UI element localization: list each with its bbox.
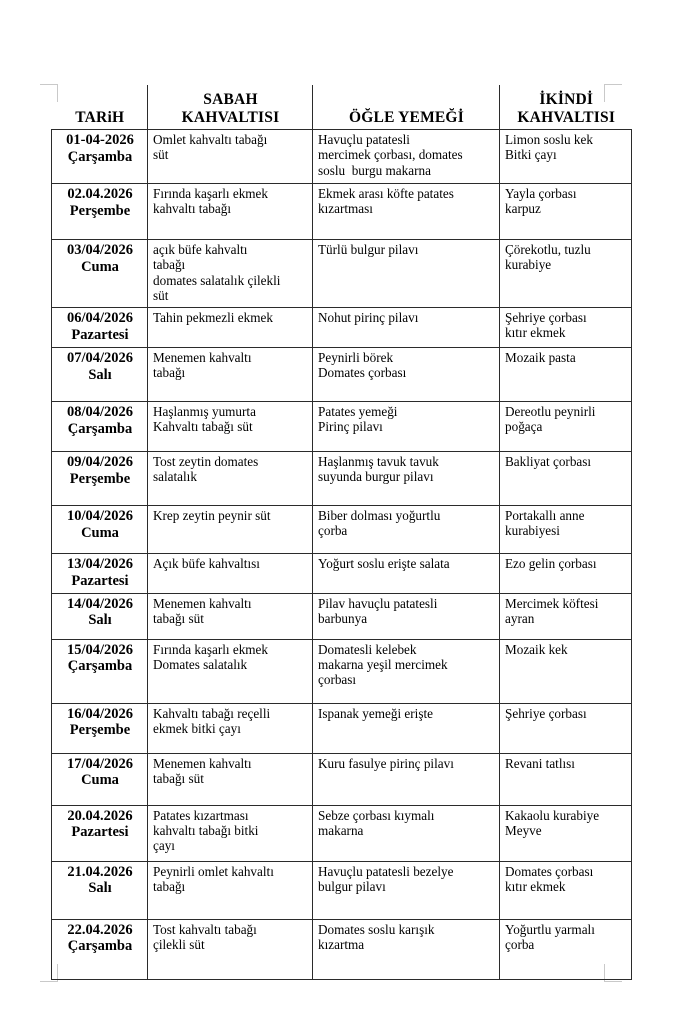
- table-row: [52, 308, 632, 348]
- table-row: [52, 348, 632, 402]
- cell-breakfast: [148, 703, 313, 753]
- cell-snack-line: Mozaik pasta: [505, 350, 576, 365]
- column-header-ogle-yemegi: [313, 85, 500, 130]
- cell-breakfast-line: Peynirli omlet kahvaltı: [153, 863, 274, 879]
- table-row: [52, 452, 632, 506]
- cell-date: [52, 506, 148, 554]
- weekday-value: Perşembe: [69, 470, 131, 487]
- date-value: 02.04.2026: [67, 186, 133, 202]
- column-header-tarih: [52, 85, 148, 130]
- cell-date: [52, 861, 148, 919]
- table-row: [52, 593, 632, 639]
- cell-breakfast: [148, 805, 313, 861]
- cell-snack-line: Çörekotlu, tuzlu: [505, 242, 591, 257]
- cell-date: [52, 753, 148, 805]
- table-row: [52, 240, 632, 308]
- cell-lunch-line: Havuçlu patatesli: [318, 132, 410, 147]
- column-header-sabah-line2: KAHVALTISI: [181, 109, 280, 127]
- date-value: 22.04.2026: [67, 921, 133, 938]
- cell-lunch-line: suyunda burgur pilavı: [318, 469, 434, 485]
- cell-lunch-line: çorba: [318, 523, 348, 539]
- cell-date: [52, 919, 148, 979]
- table-row: [52, 506, 632, 554]
- cell-breakfast: [148, 554, 313, 594]
- cell-snack-line: Bakliyat çorbası: [505, 454, 592, 469]
- weekday-value: Perşembe: [69, 202, 131, 219]
- cell-snack: [500, 593, 632, 639]
- cell-snack: [500, 308, 632, 348]
- cell-lunch-line: Havuçlu patatesli bezelye: [318, 863, 454, 879]
- cell-snack-line: Limon soslu kek: [505, 132, 593, 147]
- weekday-value: Cuma: [81, 524, 119, 541]
- cell-lunch-line: barbunya: [318, 610, 368, 626]
- cell-snack-line: Yoğurtlu yarmalı: [505, 921, 595, 937]
- cell-date: [52, 402, 148, 452]
- weekday-value: Salı: [88, 612, 112, 629]
- cell-snack-line: kıtır ekmek: [505, 325, 566, 341]
- cell-breakfast-line: tabağı: [153, 878, 186, 894]
- date-value: 17/04/2026: [66, 755, 134, 772]
- cell-breakfast-line: Domates salatalık: [153, 656, 248, 672]
- cell-breakfast-line: Kahvaltı tabağı reçelli: [153, 705, 271, 721]
- date-value: 10/04/2026: [66, 508, 134, 524]
- weekday-value: Çarşamba: [67, 420, 133, 437]
- cell-date: [52, 593, 148, 639]
- cell-breakfast: [148, 919, 313, 979]
- table-row: [52, 703, 632, 753]
- cell-lunch-line: Türlü bulgur pilavı: [318, 242, 419, 257]
- cell-breakfast: [148, 753, 313, 805]
- weekday-value: Çarşamba: [67, 658, 133, 675]
- cell-lunch-line: soslu burgu makarna: [318, 162, 431, 178]
- cell-date: [52, 805, 148, 861]
- cell-snack-line: çorba: [505, 936, 535, 952]
- date-value: 03/04/2026: [66, 242, 134, 258]
- cell-breakfast: [148, 240, 313, 308]
- cell-date: [52, 184, 148, 240]
- cell-lunch: [313, 402, 500, 452]
- cell-breakfast-line: açık büfe kahvaltı: [153, 242, 248, 257]
- date-value: 21.04.2026: [67, 863, 133, 880]
- cell-lunch-line: çorbası: [318, 672, 357, 688]
- cell-date: [52, 348, 148, 402]
- table-row: [52, 805, 632, 861]
- cell-breakfast: [148, 348, 313, 402]
- cell-breakfast-line: Menemen kahvaltı: [153, 755, 252, 771]
- cell-lunch: [313, 184, 500, 240]
- cell-snack: [500, 753, 632, 805]
- cell-breakfast-line: ekmek bitki çayı: [153, 720, 241, 736]
- cell-snack: [500, 348, 632, 402]
- table-header: [52, 85, 632, 130]
- header-row: [52, 85, 632, 130]
- cell-breakfast-line: süt: [153, 287, 169, 303]
- cell-breakfast: [148, 861, 313, 919]
- cell-breakfast-line: tabağı süt: [153, 770, 204, 786]
- date-value: 07/04/2026: [66, 350, 134, 366]
- weekday-value: Cuma: [81, 772, 119, 789]
- cell-breakfast-line: Menemen kahvaltı: [153, 350, 252, 365]
- cell-snack: [500, 805, 632, 861]
- cell-snack-line: Bitki çayı: [505, 147, 557, 163]
- cell-snack: [500, 703, 632, 753]
- cell-snack-line: Şehriye çorbası: [505, 310, 587, 325]
- cell-snack-line: Kakaolu kurabiye: [505, 807, 600, 823]
- column-header-sabah-line1: SABAH: [203, 91, 258, 109]
- cell-lunch-line: Pilav havuçlu patatesli: [318, 595, 438, 611]
- table-row: [52, 861, 632, 919]
- meal-schedule-table: [51, 85, 632, 980]
- menu-sheet: [51, 85, 631, 980]
- column-header-ogle-line2: ÖĞLE YEMEĞİ: [349, 109, 464, 127]
- cell-lunch-line: Domates çorbası: [318, 365, 407, 381]
- column-header-ikindi-kahvaltisi: [500, 85, 632, 130]
- weekday-value: Pazartesi: [71, 572, 129, 589]
- column-header-tarih-line2: TARiH: [75, 109, 125, 127]
- cell-breakfast-line: tabağı: [153, 365, 186, 381]
- cell-breakfast-line: Tost kahvaltı tabağı: [153, 921, 257, 937]
- cell-breakfast-line: çilekli süt: [153, 936, 205, 952]
- cell-date: [52, 452, 148, 506]
- table-row: [52, 130, 632, 184]
- weekday-value: Pazartesi: [71, 326, 129, 343]
- cell-breakfast-line: Omlet kahvaltı tabağı: [153, 132, 268, 147]
- cell-breakfast-line: Patates kızartması: [153, 807, 249, 823]
- table-row: [52, 919, 632, 979]
- cell-snack-line: karpuz: [505, 201, 541, 217]
- cell-snack: [500, 506, 632, 554]
- cell-snack: [500, 240, 632, 308]
- cell-breakfast-line: çayı: [153, 838, 175, 854]
- cell-snack-line: poğaça: [505, 419, 543, 435]
- cell-breakfast-line: Krep zeytin peynir süt: [153, 508, 271, 523]
- cell-snack: [500, 452, 632, 506]
- cell-lunch-line: Haşlanmış tavuk tavuk: [318, 454, 439, 469]
- cell-date: [52, 639, 148, 703]
- cell-lunch-line: Domatesli kelebek: [318, 641, 417, 657]
- cell-date: [52, 130, 148, 184]
- cell-breakfast-line: Tost zeytin domates: [153, 454, 259, 469]
- weekday-value: Salı: [88, 880, 112, 897]
- date-value: 01-04-2026: [66, 132, 134, 148]
- date-value: 14/04/2026: [66, 595, 134, 612]
- date-value: 13/04/2026: [66, 556, 134, 572]
- cell-breakfast-line: Fırında kaşarlı ekmek: [153, 186, 268, 201]
- cell-lunch: [313, 593, 500, 639]
- cell-snack: [500, 554, 632, 594]
- cell-snack: [500, 919, 632, 979]
- weekday-value: Cuma: [81, 258, 119, 275]
- cell-snack-line: Ezo gelin çorbası: [505, 556, 597, 571]
- cell-breakfast-line: salatalık: [153, 469, 197, 485]
- cell-lunch: [313, 130, 500, 184]
- cell-breakfast: [148, 506, 313, 554]
- cell-breakfast-line: kahvaltı tabağı bitki: [153, 822, 259, 838]
- cell-breakfast-line: tabağı: [153, 257, 186, 273]
- cell-lunch-line: Domates soslu karışık: [318, 921, 435, 937]
- table-row: [52, 753, 632, 805]
- column-header-ikindi-line2: KAHVALTISI: [517, 109, 616, 127]
- cell-date: [52, 703, 148, 753]
- cell-date: [52, 308, 148, 348]
- cell-lunch: [313, 348, 500, 402]
- cell-breakfast-line: Menemen kahvaltı: [153, 595, 252, 611]
- cell-lunch-line: Nohut pirinç pilavı: [318, 310, 419, 325]
- cell-lunch-line: makarna: [318, 822, 364, 838]
- cell-lunch-line: kızartması: [318, 201, 373, 217]
- column-header-sabah-kahvaltisi: [148, 85, 313, 130]
- cell-lunch: [313, 554, 500, 594]
- cell-snack-line: Mozaik kek: [505, 641, 568, 657]
- cell-snack: [500, 402, 632, 452]
- column-header-ikindi-line1: İKİNDİ: [539, 91, 594, 109]
- cell-lunch-line: kızartma: [318, 936, 365, 952]
- cell-snack-line: Mercimek köftesi: [505, 595, 599, 611]
- date-value: 08/04/2026: [66, 404, 134, 420]
- cell-lunch-line: makarna yeşil mercimek: [318, 656, 448, 672]
- cell-lunch: [313, 703, 500, 753]
- cell-snack-line: Meyve: [505, 822, 542, 838]
- weekday-value: Perşembe: [69, 722, 131, 739]
- date-value: 16/04/2026: [66, 705, 134, 722]
- cell-lunch: [313, 308, 500, 348]
- cell-lunch: [313, 240, 500, 308]
- cell-lunch: [313, 506, 500, 554]
- cell-breakfast: [148, 402, 313, 452]
- table-body: [52, 130, 632, 980]
- cell-lunch-line: Ispanak yemeği erişte: [318, 705, 433, 721]
- cell-lunch-line: Sebze çorbası kıymalı: [318, 807, 435, 823]
- cell-snack: [500, 130, 632, 184]
- cell-breakfast: [148, 130, 313, 184]
- cell-snack-line: Dereotlu peynirli: [505, 404, 596, 419]
- cell-snack-line: kurabiye: [505, 257, 552, 273]
- cell-snack: [500, 184, 632, 240]
- cell-breakfast-line: kahvaltı tabağı: [153, 201, 231, 217]
- cell-lunch: [313, 639, 500, 703]
- cell-lunch-line: Patates yemeği: [318, 404, 398, 419]
- date-value: 15/04/2026: [66, 641, 134, 658]
- cell-breakfast: [148, 452, 313, 506]
- cell-lunch-line: mercimek çorbası, domates: [318, 147, 463, 163]
- weekday-value: Çarşamba: [67, 938, 133, 955]
- cell-breakfast: [148, 308, 313, 348]
- cell-lunch-line: Peynirli börek: [318, 350, 394, 365]
- cell-breakfast-line: domates salatalık çilekli: [153, 272, 281, 288]
- cell-snack-line: kurabiyesi: [505, 523, 560, 539]
- cell-breakfast: [148, 184, 313, 240]
- cell-breakfast-line: Kahvaltı tabağı süt: [153, 419, 253, 435]
- weekday-value: Çarşamba: [67, 148, 133, 165]
- cell-lunch-line: Ekmek arası köfte patates: [318, 186, 454, 201]
- cell-date: [52, 240, 148, 308]
- cell-breakfast-line: Açık büfe kahvaltısı: [153, 556, 260, 571]
- cell-snack-line: Domates çorbası: [505, 863, 594, 879]
- cell-lunch: [313, 861, 500, 919]
- cell-lunch-line: Pirinç pilavı: [318, 419, 383, 435]
- cell-date: [52, 554, 148, 594]
- date-value: 06/04/2026: [66, 310, 134, 326]
- cell-lunch-line: Kuru fasulye pirinç pilavı: [318, 755, 454, 771]
- cell-snack: [500, 861, 632, 919]
- cell-lunch: [313, 753, 500, 805]
- cell-snack-line: ayran: [505, 610, 535, 626]
- cell-snack-line: Yayla çorbası: [505, 186, 577, 201]
- cell-breakfast-line: Haşlanmış yumurta: [153, 404, 256, 419]
- weekday-value: Salı: [88, 366, 112, 383]
- cell-breakfast: [148, 593, 313, 639]
- cell-snack: [500, 639, 632, 703]
- table-row: [52, 554, 632, 594]
- cell-snack-line: Revani tatlısı: [505, 755, 575, 771]
- cell-lunch: [313, 452, 500, 506]
- cell-lunch-line: Yoğurt soslu erişte salata: [318, 556, 450, 571]
- cell-breakfast-line: tabağı süt: [153, 610, 204, 626]
- cell-breakfast-line: Fırında kaşarlı ekmek: [153, 641, 268, 657]
- cell-lunch-line: bulgur pilavı: [318, 878, 386, 894]
- weekday-value: Pazartesi: [71, 824, 129, 841]
- cell-snack-line: Portakallı anne: [505, 508, 585, 523]
- table-row: [52, 639, 632, 703]
- cell-snack-line: kıtır ekmek: [505, 878, 566, 894]
- cell-breakfast-line: süt: [153, 147, 169, 163]
- date-value: 20.04.2026: [67, 807, 133, 824]
- cell-breakfast-line: Tahin pekmezli ekmek: [153, 310, 273, 325]
- cell-lunch: [313, 919, 500, 979]
- cell-lunch: [313, 805, 500, 861]
- cell-snack-line: Şehriye çorbası: [505, 705, 587, 721]
- table-row: [52, 184, 632, 240]
- cell-breakfast: [148, 639, 313, 703]
- date-value: 09/04/2026: [66, 454, 134, 470]
- cell-lunch-line: Biber dolması yoğurtlu: [318, 508, 441, 523]
- table-row: [52, 402, 632, 452]
